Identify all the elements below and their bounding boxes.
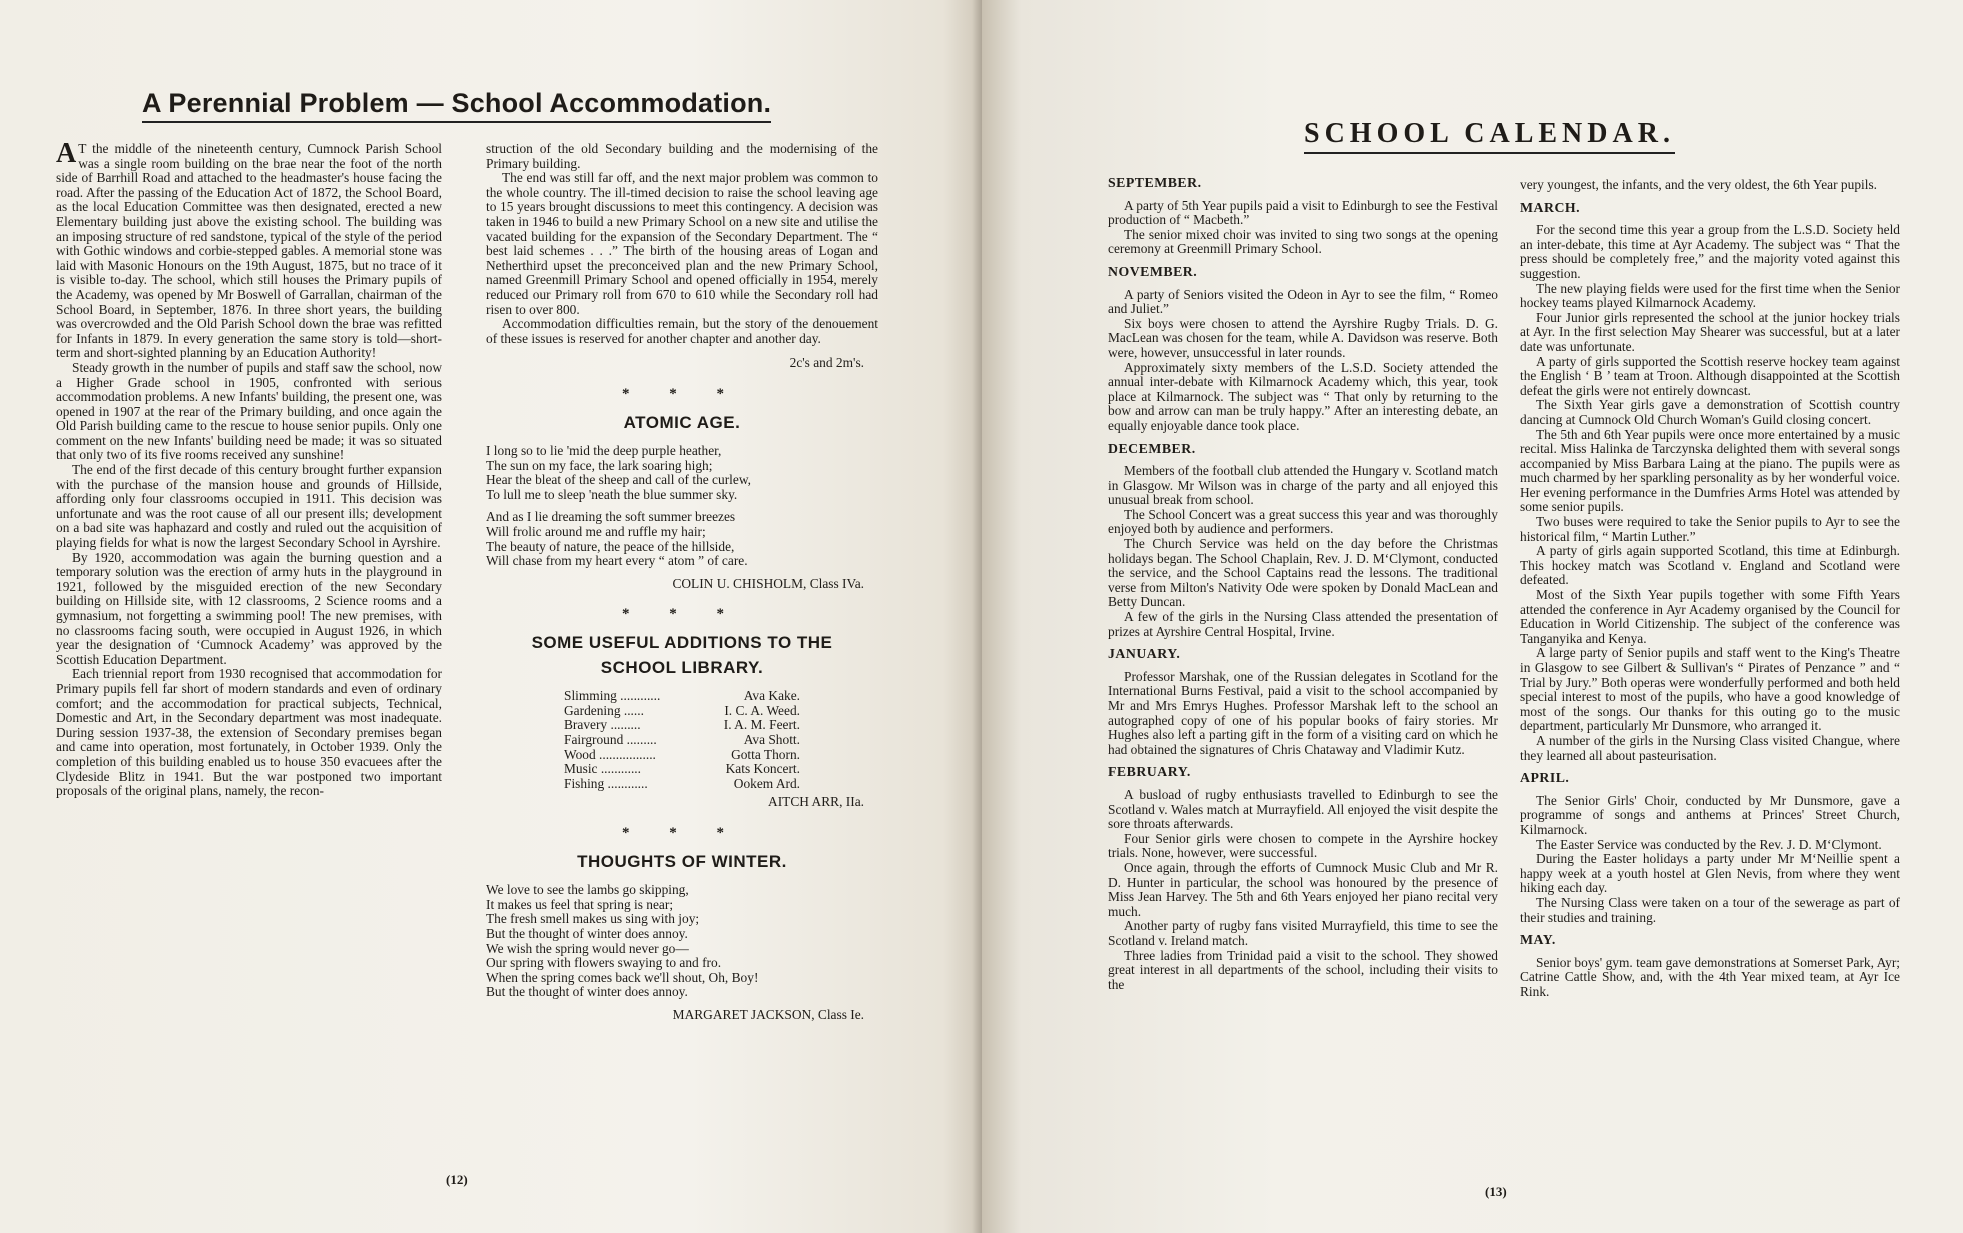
library-item bbox=[564, 733, 800, 748]
poem-stanza bbox=[486, 444, 878, 502]
poem-author: COLIN U. CHISHOLM, Class IVa. bbox=[672, 575, 864, 591]
poem-line: To lull me to sleep 'neath the blue summer sky. bbox=[486, 486, 738, 502]
calendar-entry: The Senior Girls' Choir, conducted by Mr Dunsmore, gave a programme of songs and anthems at Princes' Street Church, Kilmarnock. bbox=[1520, 792, 1900, 837]
article-paragraph: A T the middle of the nineteenth century, Cumnock Parish School was a single room building on the brae near the foot of the north side of Barrhill Road and attached to the headmaster's house facing the road. After the passing of the Education Act of 1872, the School Board, as the local Education Committee was then designated, erected a new Elementary building just above the existing school. The building was an imposing structure of red sandstone, typical of the style of the period with Gothic windows and corbie-stepped gables. A memorial stone was laid with Masonic Honours on the 19th August, 1875, but no trace of it is visible to-day. The school, which still houses the Primary pupils of the Academy, was opened by Mr Boswell of Garrallan, chairman of the School Board, in September, 1876. In three short years, the building was overcrowded and the Old Parish School down the brae was refitted for Infants in 1879. In every generation the same story is told—short-term and short-sighted planning by an Education Authority! bbox=[56, 138, 442, 361]
poem-line: But the thought of winter does annoy. bbox=[486, 925, 688, 941]
library-book: Gotta Thorn. bbox=[731, 746, 800, 762]
library-book: Ava Kake. bbox=[743, 688, 800, 704]
calendar-entry: During the Easter holidays a party under Mr M‘Neillie spent a happy week at a youth hostel at Glen Nevis, from where they went hiking each day. bbox=[1520, 851, 1900, 896]
article-paragraph: Accommodation difficulties remain, but the story of the denouement of these issues is reserved for another chapter and another day. bbox=[486, 316, 878, 346]
library-book: Ookem Ard. bbox=[733, 775, 800, 791]
poem-line: We love to see the lambs go skipping, bbox=[486, 882, 689, 898]
article-paragraph: Steady growth in the number of pupils and staff saw the school, now a Higher Grade school in 1905, confronted with serious accommodation problems. A new Infants' building, the present one, was opened in 1907 at the rear of the Primary building, and once again the Old Parish building came to the rescue to house senior pupils. Only one comment on the new Infants' building need be made; it was so situated that only two of its five rooms received any sunshine! bbox=[56, 359, 442, 463]
library-author: AITCH ARR, IIa. bbox=[768, 794, 864, 810]
calendar-entry: Approximately sixty members of the L.S.D. Society attended the annual inter-debate with Kilmarnock Academy which, this year, took place at Kilmarnock. The subject was “ That only by returning to the bow and arrow can man be truly happy.” After an interesting debate, an equally enjoyable dance took place. bbox=[1108, 359, 1498, 433]
poem-stanza bbox=[486, 510, 878, 568]
calendar-entry: A party of Seniors visited the Odeon in Ayr to see the film, “ Romeo and Juliet.” bbox=[1108, 286, 1498, 317]
article-paragraph: By 1920, accommodation was again the burning question and a temporary solution was the erection of army huts in the playground in 1921, followed by the misguided erection of the new Secondary building on Hillside site, with 12 classrooms, 2 Science rooms and a gymnasium, not forgetting a swimming pool! The new premises, with no classrooms facing south, were occupied in August 1926, in which year the designation of ‘Cumnock Academy’ was approved by the Scottish Education Department. bbox=[56, 549, 442, 667]
month-heading: MAY. bbox=[1520, 932, 1556, 948]
poem-stanza bbox=[486, 883, 878, 1000]
article-signature: 2c's and 2m's. bbox=[789, 355, 864, 371]
poem-title: ATOMIC AGE. bbox=[623, 412, 741, 432]
library-book: Ava Shott. bbox=[743, 732, 800, 747]
poem-line: Will frolic around me and ruffle my hair; bbox=[486, 524, 706, 540]
poem-line: But the thought of winter does annoy. bbox=[486, 984, 688, 1000]
article-column-1 bbox=[56, 138, 442, 799]
library-subject: Music ............ bbox=[564, 761, 641, 777]
library-subject: Fishing ............ bbox=[564, 775, 648, 791]
month-heading: FEBRUARY. bbox=[1108, 764, 1191, 780]
calendar-entry: Six boys were chosen to attend the Ayrshire Rugby Trials. D. G. MacLean was chosen for the team, while A. Davidson was reserve. Both were, however, unsuccessful in later rounds. bbox=[1108, 315, 1498, 360]
calendar-entry: Another party of rugby fans visited Murrayfield, this time to see the Scotland v. Ireland match. bbox=[1108, 918, 1498, 948]
poem-line: I long so to lie 'mid the deep purple heather, bbox=[486, 443, 722, 459]
calendar-entry: A party of girls again supported Scotland, this time at Edinburgh. This hockey match was Scotland v. England and Scotland were defeated. bbox=[1520, 543, 1900, 588]
library-subject: Gardening ...... bbox=[564, 702, 644, 718]
library-item bbox=[564, 718, 800, 733]
poem-line: The beauty of nature, the peace of the hillside, bbox=[486, 538, 735, 554]
calendar-entry: The Sixth Year girls gave a demonstration of Scottish country dancing at Cumnock Old Church Woman's Guild closing concert. bbox=[1520, 397, 1900, 427]
calendar-entry: The Church Service was held on the day before the Christmas holidays began. The School Chaplain, Rev. J. D. M‘Clymont, conducted the service, and the School Captains read the lessons. The traditional verse from Milton's Nativity Ode were spoken by Donald MacLean and Betty Duncan. bbox=[1108, 536, 1498, 610]
calendar-entry: Four Junior girls represented the school at the junior hockey trials at Ayr. In the first selection May Shearer was successful, but at a later date was unfortunate. bbox=[1520, 309, 1900, 354]
calendar-entry: A busload of rugby enthusiasts travelled to Edinburgh to see the Scotland v. Wales match at Murrayfield. All enjoyed the visit despite the sore throats afterwards. bbox=[1108, 786, 1498, 832]
library-subject: Bravery ......... bbox=[564, 717, 641, 733]
library-book: I. A. M. Feert. bbox=[723, 717, 800, 733]
drop-cap: A bbox=[56, 138, 77, 169]
library-book: I. C. A. Weed. bbox=[724, 702, 800, 718]
calendar-entry: The new playing fields were used for the first time when the Senior hockey teams played Kilmarnock Academy. bbox=[1520, 280, 1900, 311]
calendar-entry: Most of the Sixth Year pupils together with some Fifth Years attended the conference in Ayr Academy organised by the Council for Education in World Citizenship. The subject of the conference was Tanganyika and Kenya. bbox=[1520, 587, 1900, 646]
calendar-entry: A party of girls supported the Scottish reserve hockey team against the English ‘ B ’ team at Troon. Although disappointed at the Scottish defeat the girls were not entirely downcast. bbox=[1520, 353, 1900, 398]
month-heading: MARCH. bbox=[1520, 199, 1581, 215]
poem-line: When the spring comes back we'll shout, Oh, Boy! bbox=[486, 969, 759, 985]
month-heading: DECEMBER. bbox=[1108, 440, 1196, 456]
calendar-entry: The Nursing Class were taken on a tour of the sewerage as part of their studies and training. bbox=[1520, 894, 1900, 925]
calendar-entry: very youngest, the infants, and the very oldest, the 6th Year pupils. bbox=[1520, 177, 1878, 192]
library-item bbox=[564, 762, 800, 777]
library-item bbox=[564, 689, 800, 704]
library-item bbox=[564, 704, 800, 719]
library-subject: Slimming ............ bbox=[564, 688, 661, 704]
section-divider: * * * bbox=[622, 385, 742, 402]
library-list bbox=[564, 689, 800, 791]
article-paragraph: The end of the first decade of this century brought further expansion with the purchase of the mansion house and grounds of Hillside, affording only four classrooms occupied in 1911. This decision was unfortunate and was the root cause of all our present ills; development on a bad site was haphazard and costly and ruled out the acquisition of playing fields for what is now the largest Secondary School in Ayrshire. bbox=[56, 462, 442, 551]
calendar-entry: For the second time this year a group from the L.S.D. Society held an inter-debate, this time at Ayr Academy. The subject was “ That the press should be completely free,” and the majority voted against this suggestion. bbox=[1520, 222, 1900, 281]
calendar-entry: The senior mixed choir was invited to sing two songs at the opening ceremony at Greenmill Primary School. bbox=[1108, 226, 1498, 257]
section-divider: * * * bbox=[622, 824, 742, 841]
page-number: (12) bbox=[446, 1172, 468, 1187]
section-divider: * * * bbox=[622, 606, 742, 623]
calendar-entry: Three ladies from Trinidad paid a visit to the school. They showed great interest in all departments of the school, including their visits to the bbox=[1108, 947, 1498, 992]
library-title: SCHOOL LIBRARY. bbox=[600, 657, 764, 677]
calendar-entry: A number of the girls in the Nursing Class visited Changue, where they learned all about pasteurisation. bbox=[1520, 732, 1900, 763]
poem-line: The sun on my face, the lark soaring high; bbox=[486, 457, 713, 473]
calendar-entry: Two buses were required to take the Senior pupils to Ayr to see the historical film, “ Martin Luther.” bbox=[1520, 514, 1900, 544]
library-item bbox=[564, 748, 800, 763]
page-number: (13) bbox=[1485, 1184, 1507, 1199]
month-heading: APRIL. bbox=[1520, 770, 1570, 786]
poem-line: Hear the bleat of the sheep and call of the curlew, bbox=[486, 472, 751, 488]
poem-line: We wish the spring would never go— bbox=[486, 940, 689, 956]
right-page bbox=[982, 0, 1963, 1233]
poem-line: And as I lie dreaming the soft summer breezes bbox=[486, 509, 736, 525]
calendar-entry: The School Concert was a great success this year and was thoroughly enjoyed both by audience and performers. bbox=[1108, 506, 1498, 537]
poem-line: Our spring with flowers swaying to and fro. bbox=[486, 955, 722, 971]
calendar-entry: Professor Marshak, one of the Russian delegates in Scotland for the International Burns Festival, paid a visit to the school accompanied by Mr and Mrs Emrys Hughes. Professor Marshak left to the school an autographed copy of one of his popular books of fairy stories. Mr Hughes also left a parting gift in the form of a visiting card on which he had obtained the signatures of Chris Chataway and Vladimir Kutz. bbox=[1108, 668, 1498, 757]
calendar-entry: Senior boys' gym. team gave demonstrations at Somerset Park, Ayr; Catrine Cattle Show, and, with the 4th Year mixed team, at Ayr Ice Rink. bbox=[1520, 954, 1900, 999]
calendar-entry: A large party of Senior pupils and staff went to the King's Theatre in Glasgow to see Gilbert & Sullivan's “ Pirates of Penzance ” and “ Trial by Jury.” Both operas were wonderfully performed and both held special interest to most of the pupils, who have a good knowledge of most of the songs. Our thanks for this outing go to the music department, particularly Mr Dunsmore, who arranged it. bbox=[1520, 645, 1900, 734]
library-title: SOME USEFUL ADDITIONS TO THE bbox=[531, 633, 833, 653]
month-heading: NOVEMBER. bbox=[1108, 263, 1198, 279]
library-book: Kats Koncert. bbox=[725, 761, 800, 777]
library-subject: Fairground ......... bbox=[564, 732, 657, 747]
calendar-column-2 bbox=[1520, 178, 1900, 999]
poem-title: THOUGHTS OF WINTER. bbox=[577, 851, 787, 871]
poem-author: MARGARET JACKSON, Class Ie. bbox=[672, 1006, 864, 1022]
poem-line: The fresh smell makes us sing with joy; bbox=[486, 911, 700, 927]
article-paragraph: Each triennial report from 1930 recognised that accommodation for Primary pupils fell far short of modern standards and even of ordinary comfort; and the accommodation for practical subjects, Technical, Domestic and Art, in the Secondary department was most inadequate. During session 1937-38, the extension of Secondary premises began and came into operation, most fortunately, in October 1939. Only the completion of this building enabled us to house 350 evacuees after the Clydeside Blitz in 1941. But the war postponed two important proposals of the original plans, namely, the recon- bbox=[56, 666, 442, 799]
calendar-entry: Members of the football club attended the Hungary v. Scotland match in Glasgow. Mr Wilson was in charge of the party and all enjoyed this unusual break from school. bbox=[1108, 463, 1498, 508]
article-paragraph: The end was still far off, and the next major problem was common to the whole country. The ill-timed decision to raise the school leaving age to 15 years brought discussions to meet this contingency. A decision was taken in 1946 to build a new Primary School on a new site and utilise the vacated building for the expansion of the Secondary Department. The “ best laid schemes . . .” The birth of the housing areas of Logan and Netherthird upset the preconceived plan and the new Primary School, named Greenmill Primary School and opened officially in 1954, merely reduced our Primary roll from 670 to 610 while the Secondary roll had risen to over 800. bbox=[486, 170, 878, 317]
library-item bbox=[564, 777, 800, 792]
calendar-entry: A few of the girls in the Nursing Class attended the presentation of prizes at Ayrshire Central Hospital, Irvine. bbox=[1108, 609, 1498, 639]
calendar-entry: The Easter Service was conducted by the Rev. J. D. M‘Clymont. bbox=[1536, 836, 1882, 852]
article-title: A Perennial Problem — School Accommodation. bbox=[142, 88, 771, 123]
month-heading: SEPTEMBER. bbox=[1108, 175, 1202, 190]
library-subject: Wood ................. bbox=[564, 746, 656, 762]
calendar-entry: A party of 5th Year pupils paid a visit to Edinburgh to see the Festival production of “ Macbeth.” bbox=[1108, 197, 1498, 228]
article-column-2 bbox=[486, 142, 878, 1027]
article-paragraph: struction of the old Secondary building and the modernising of the Primary building. bbox=[486, 141, 878, 171]
calendar-entry: Four Senior girls were chosen to compete in the Ayrshire hockey trials. None, however, were successful. bbox=[1108, 830, 1498, 861]
poem-line: It makes us feel that spring is near; bbox=[486, 896, 674, 912]
calendar-title: SCHOOL CALENDAR. bbox=[1304, 118, 1675, 154]
calendar-entry: Once again, through the efforts of Cumnock Music Club and Mr R. D. Hunter in particular, the school was honoured by the presence of Miss Jean Harvey. The 5th and 6th Years enjoyed her piano recital very much. bbox=[1108, 859, 1498, 919]
calendar-column-1 bbox=[1108, 168, 1498, 992]
poem-line: Will chase from my heart every “ atom ” of care. bbox=[486, 553, 748, 569]
calendar-entry: The 5th and 6th Year pupils were once more entertained by a music recital. Miss Halinka de Tarczynska delighted them with several songs accompanied by Miss Barbara Laing at the piano. The pupils were as much charmed by her sparkling personality as by her wonderful voice. Her evening performance in the Dumfries Arms Hotel was attended by some senior pupils. bbox=[1520, 426, 1900, 515]
month-heading: JANUARY. bbox=[1108, 646, 1181, 662]
